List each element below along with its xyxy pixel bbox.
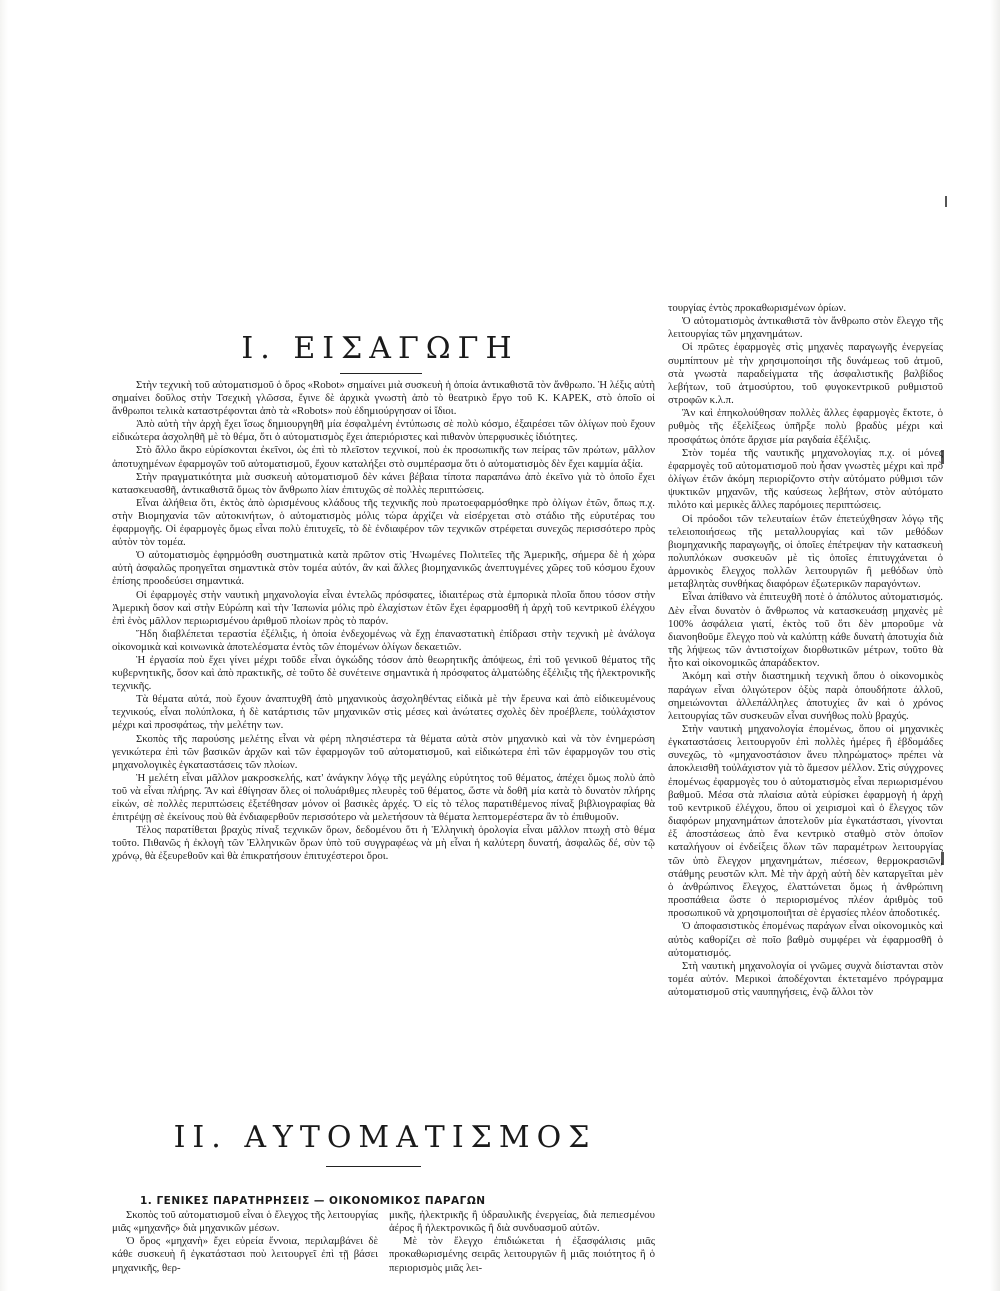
right-column-paragraph: Εἶναι ἀπίθανο νὰ ἐπιτευχθῆ ποτὲ ὁ ἀπόλυτος αὐτοματισμός. Δὲν εἶναι δυνατὸν ὁ ἄνθρωπος νὰ κατασκευάσῃ μηχανὲς μὲ 100% ἀσφάλεια γιατί, ἐκτὸς τοῦ ὅτι δὲν μποροῦμε νὰ διανοηθοῦμε ἔλεγχο ποὺ νὰ καλύπτῃ κάθε δυνατὴ ἀποτυχία διὰ τῆς λήψεως τῶν ἀντιστοίχων διορθωτικῶν μέτρων, τοῦτο θὰ ἦτο καὶ οἰκονομικῶς ἀπαράδεκτον. xyxy=(668,591,943,670)
section-1-title: I. ΕΙΣΑΓΩΓΗ xyxy=(241,331,519,366)
right-column-paragraph: Ἂν καὶ ἐπηκολούθησαν πολλὲς ἄλλες ἐφαρμογὲς ἔκτοτε, ὁ ρυθμὸς τῆς ἐξελίξεως ὑπῆρξε πολὺ βραδὺς μέχρι καὶ προσφάτως ὁπότε ἄρχισε μία ραγδαία ἐξέλιξις. xyxy=(668,407,943,446)
section-2-title: II. ΑΥΤΟΜΑΤΙΣΜΟΣ xyxy=(173,1120,597,1155)
section-1-title-rule xyxy=(340,373,422,374)
section-2-paragraph: Μὲ τὸν ἔλεγχο ἐπιδιώκεται ἡ ἐξασφάλισις μιᾶς προκαθωρισμένης σειρᾶς λειτουργιῶν ἢ μιᾶς ποιότητος ἢ ὁ περιορισμὸς μιᾶς λει- xyxy=(389,1235,655,1274)
right-column xyxy=(668,302,943,1278)
intro-paragraph: Ἡ ἐργασία ποὺ ἔχει γίνει μέχρι τοῦδε εἶναι ὀγκώδης τόσον ἀπὸ θεωρητικῆς ἀπόψεως, ἐπὶ τοῦ γενικοῦ θέματος τῆς κυβερνητικῆς, ὅσον καὶ ἀπὸ πρακτικῆς, σὲ τοῦτο δὲ συνέτεινε σημαντικὰ ἡ πρόσφατος ἁλματώδης ἐξέλιξις τῆς ἠλεκτρονικῆς τεχνικῆς. xyxy=(112,653,655,693)
subsection-1-heading: 1. ΓΕΝΙΚΕΣ ΠΑΡΑΤΗΡΗΣΕΙΣ — ΟΙΚΟΝΟΜΙΚΟΣ ΠΑΡΑΓΩΝ xyxy=(140,1195,486,1207)
right-column-paragraph: Ὁ ἀποφασιστικὸς ἐπομένως παράγων εἶναι οἰκονομικὸς καὶ αὐτὸς καθορίζει σὲ ποῖο βαθμὸ συμφέρει νὰ ἐφαρμοσθῆ ὁ αὐτοματισμός. xyxy=(668,920,943,959)
section-2-title-rule xyxy=(326,1166,421,1167)
intro-paragraph: Στὴν πραγματικότητα μιὰ συσκευὴ αὐτοματισμοῦ δὲν κάνει βέβαια τίποτα παραπάνω ἀπὸ ἐκεῖνο γιὰ τὸ ὁποῖο ἔχει κατασκευασθῆ, ἀντικαθιστᾶ ὅμως τὸν ἄνθρωπο λίαν ἐπιτυχῶς σὲ πολλὲς περιπτώσεις. xyxy=(112,470,655,496)
section-2-column-1 xyxy=(112,1209,378,1281)
right-column-paragraph: τουργίας ἐντὸς προκαθωρισμένων ὁρίων. xyxy=(668,302,847,314)
section-2-paragraph: Σκοπὸς τοῦ αὐτοματισμοῦ εἶναι ὁ ἔλεγχος τῆς λειτουργίας μιᾶς «μηχανῆς» διὰ μηχανικῶν μέσων. xyxy=(112,1209,378,1235)
intro-paragraph: Στὴν τεχνικὴ τοῦ αὐτοματισμοῦ ὁ ὅρος «Robot» σημαίνει μιὰ συσκευὴ ἡ ὁποία ἀντικαθιστᾶ τὸν ἄνθρωπο. Ἡ λέξις αὐτὴ σημαίνει δοῦλος στὴν Τσεχικὴ γλῶσσα, ἔγινε δὲ ἀρχικὰ γνωστὴ ἀπὸ τὸ θεατρικὸ ἔργο τοῦ Κ. ΚΑΡΕΚ, στὸ ὁποῖο οἱ ἄνθρωποι τελικὰ καταστρέφονται ἀπὸ τὰ «Robots» ποὺ ἐδημιούργησαν οἱ ἴδιοι. xyxy=(112,379,655,418)
section-2-column-2 xyxy=(389,1209,655,1281)
right-column-paragraph: Ἀκόμη καὶ στὴν διαστημικὴ τεχνικὴ ὅπου ὁ οἰκονομικὸς παράγων εἶναι ὀλιγώτερον ὀξὺς παρὰ ὁπουδήποτε ἀλλοῦ, σημειώνονται ἀλλεπάλληλες ἀποτυχίες ἂν καὶ ὁ χρόνος λειτουργίας τῶν συσκευῶν εἶναι συνήθως πολὺ βραχύς. xyxy=(668,670,943,722)
intro-paragraph: Εἶναι ἀλήθεια ὅτι, ἐκτὸς ἀπὸ ὡρισμένους κλάδους τῆς τεχνικῆς ποὺ πρωτοεφαρμόσθηκε πρὸ ὀλίγων ἐτῶν, ὅπως π.χ. στὴν Βιομηχανία τῶν αὐτοκινήτων, ὁ αὐτοματισμὸς μόλις τώρα ἀρχίζει νὰ εἰσέρχεται στὸ στάδιο τῆς εὐρυτέρας του ἐφαρμογῆς. Οἱ ἐφαρμογὲς ὅμως εἶναι πολὺ ἐπιτυχεῖς, τὸ δὲ ἐνδιαφέρον τῶν τεχνικῶν στρέφεται συνεχῶς περισσότερο πρὸς αὐτὸν τὸν τομέα. xyxy=(112,496,655,549)
intro-paragraph: Ὁ αὐτοματισμὸς ἐφηρμόσθη συστηματικὰ κατὰ πρῶτον στὶς Ἡνωμένες Πολιτεῖες τῆς Ἀμερικῆς, σήμερα δὲ ἡ χώρα αὐτὴ ἀσφαλῶς προηγεῖται σημαντικὰ στὸν τομέα αὐτόν, ἂν καὶ ἄλλες βιομηχανικῶς ἀνεπτυγμένες χῶρες τοῦ κόσμου ἔχουν ἐπίσης προοδεύσει σημαντικά. xyxy=(112,549,655,588)
right-column-paragraph: Οἱ πρῶτες ἐφαρμογὲς στὶς μηχανὲς παραγωγῆς ἐνεργείας συμπίπτουν μὲ τὴν χρησιμοποίησι τῆς δυνάμεως τοῦ ἀτμοῦ, στὰ γνωστὰ παραδείγματα τῆς ἀσφαλιστικῆς βαλβίδος λεβήτων, τοῦ ἀτμοσύρτου, τοῦ φυγοκεντρικοῦ ρυθμιστοῦ στροφῶν κ.λ.π. xyxy=(668,341,943,407)
right-column-paragraph: Στὸν τομέα τῆς ναυτικῆς μηχανολογίας π.χ. οἱ μόνες ἐφαρμογὲς τοῦ αὐτοματισμοῦ ποὺ ἦσαν γνωστὲς μέχρι καὶ πρὸ ὀλίγων ἐτῶν ἀκόμη περιορίζοντο στὴν αὐτόματο ρύθμισι τῶν ψυκτικῶν μηχανῶν, τῆς καύσεως λεβήτων, στὸν αὐτόματο πιλότο καὶ μερικὲς ἄλλες παρόμοιες περιπτώσεις. xyxy=(668,446,943,512)
right-column-paragraph: Οἱ πρόοδοι τῶν τελευταίων ἐτῶν ἐπετεύχθησαν λόγῳ τῆς τελειοποιήσεως τῆς μεταλλουργίας καὶ τῶν μεθόδων βιομηχανικῆς παραγωγῆς, οἱ ὁποῖες ἐπέτρεψαν τὴν κατασκευὴ πολυπλόκων συσκευῶν μὲ τὶς ὁποῖες ἐπιτυγχάνεται ὁ ἁρμονικὸς ἔλεγχος πολλῶν λειτουργιῶν ἢ μεθόδων ὑπὸ μεταβλητὰς συνθήκας διαφόρων ἐξωτερικῶν παραγόντων. xyxy=(668,512,943,591)
intro-paragraph: Σκοπὸς τῆς παρούσης μελέτης εἶναι νὰ φέρη πλησιέστερα τὰ θέματα αὐτὰ στὸν μηχανικὸ καὶ νὰ τὸν ἐνημερώση γενικώτερα ἐπὶ τῶν βασικῶν ἀρχῶν καὶ τῶν ἐφαρμογῶν τοῦ αὐτοματισμοῦ, καὶ εἰδικώτερα ἐπὶ τῶν ἐφαρμογῶν του στὶς μηχανολογικὲς ἐγκαταστάσεις τῶν πλοίων. xyxy=(112,732,655,771)
intro-paragraph: Ἡ μελέτη εἶναι μᾶλλον μακροσκελής, κατ' ἀνάγκην λόγῳ τῆς μεγάλης εὐρύτητος τοῦ θέματος, ἀπέχει ὅμως πολὺ ἀπὸ τοῦ νὰ εἶναι πλήρης. Ἂν καὶ ἐθίγησαν ὅλες οἱ πολυάριθμες πλευρὲς τοῦ θέματος, ὥστε νὰ δοθῆ μία κατὰ τὸ δυνατὸν πλήρης εἰκών, σὲ πολλὲς περιπτώσεις ἐξετέθησαν μόνον οἱ βασικὲς ἀρχές. Ὁ εἰς τὸ τέλος παρατιθέμενος πίναξ βιβλιογραφίας θὰ ἐπιτρέψῃ σὲ ἐκείνους ποὺ θὰ ἐνδιαφερθοῦν περισσότερο νὰ μελετήσουν τὰ θέματα λεπτομερέστερα ἂν τὸ ἐπιθυμοῦν. xyxy=(112,771,655,824)
intro-paragraph: Τέλος παρατίθεται βραχὺς πίναξ τεχνικῶν ὅρων, δεδομένου ὅτι ἡ Ἑλληνικὴ ὁρολογία εἶναι μᾶλλον πτωχὴ στὸ θέμα τοῦτο. Πιθανῶς ἡ ἐκλογὴ τῶν Ἑλληνικῶν ὅρων ὑπὸ τοῦ συγγραφέως νὰ μὴ εἶναι ἡ καλύτερη δυνατή, ἀσφαλῶς δέ, σὺν τῷ χρόνῳ, θὰ ἐξευρεθοῦν καὶ θὰ ἐπικρατήσουν ἐπιτυχέστεροι ὅροι. xyxy=(112,824,655,863)
right-column-paragraph: Στὴ ναυτικὴ μηχανολογία οἱ γνῶμες συχνὰ διίστανται στὸν τομέα αὐτόν. Μερικοὶ ἀποδέχονται ἐκτεταμένο πρόγραμμα αὐτοματισμοῦ στὶς ναυπηγήσεις, ἐνῷ ἄλλοι τὸν xyxy=(668,959,943,999)
intro-paragraph: Ἤδη διαβλέπεται τεραστία ἐξέλιξις, ἡ ὁποία ἐνδεχομένως νὰ ἔχῃ ἐπαναστατικὴ ἐπίδρασι στὴν τεχνικὴ μὲ ἀνάλογα οἰκονομικὰ καὶ κοινωνικὰ ἀποτελέσματα ἐντὸς τῶν ἐπομένων ὀλίγων δεκαετιῶν. xyxy=(112,627,655,653)
section-2-paragraph: μικῆς, ἠλεκτρικῆς ἢ ὑδραυλικῆς ἐνεργείας, διὰ πεπιεσμένου ἀέρος ἢ ἠλεκτρονικῶς ἢ διὰ συνδυασμοῦ αὐτῶν. xyxy=(389,1209,655,1235)
intro-paragraph: Ἀπὸ αὐτὴ τὴν ἀρχὴ ἔχει ἴσως δημιουργηθῆ μία ἐσφαλμένη ἐντύπωσις σὲ πολὺ κόσμο, ἐξαιρέσει τῶν ὀλίγων ποὺ ἔχουν εἰδικώτερα ἀσχοληθῆ μὲ τὸ θέμα, ὅτι ὁ αὐτοματισμὸς ἔχει ἀπεριόριστες καὶ πιθανὸν ὑπερφυσικὲς ἰδιότητες. xyxy=(112,418,655,444)
intro-paragraph: Τὰ θέματα αὐτά, ποὺ ἔχουν ἀναπτυχθῆ ἀπὸ μηχανικοὺς ἀσχοληθέντας εἰδικὰ μὲ τὴν ἔρευνα καὶ ἀπὸ εἰδικευμένους τεχνικούς, εἶναι πολύπλοκα, ἡ δὲ κατάρτισις τῶν μηχανικῶν στὶς μέσες καὶ ἀνώτατες σχολὲς δὲν προέβλεπε, τοὐλάχιστον μέχρι καὶ προσφάτως, τὴν μελέτην των. xyxy=(112,693,655,732)
scan-edge-mark-top xyxy=(945,196,947,207)
section-2-paragraph: Ὁ ὅρος «μηχανὴ» ἔχει εὐρεία ἔννοια, περιλαμβάνει δὲ κάθε συσκευὴ ἢ ἐγκατάστασι ποὺ λειτουργεῖ ἐπὶ τῇ βάσει μηχανικῆς, θερ- xyxy=(112,1235,378,1274)
section-1-body xyxy=(112,379,655,1099)
right-column-paragraph: Στὴν ναυτικὴ μηχανολογία ἐπομένως, ὅπου οἱ μηχανικὲς ἐγκαταστάσεις λειτουργοῦν ἐπὶ πολλὲς ἡμέρες ἢ ἑβδομάδες συνεχῶς, τὸ «μηχανοστάσιον ἄνευ πληρώματος» πρέπει νὰ ἀποκλεισθῆ τοὐλάχιστον γιὰ τὸ ἄμεσον μέλλον. Στὶς σύγχρονες ἐπομένως ἐφαρμογὲς του ὁ αὐτοματισμὸς εἶναι περιωρισμένου βαθμοῦ. Μέσα στὰ πλαίσια αὐτὰ εὑρίσκει ἐφαρμογὴ ἡ ἀρχὴ τοῦ κεντρικοῦ ἐλέγχου, ὅπου οἱ χειρισμοὶ καὶ ὁ ἔλεγχος τῶν διαφόρων μηχανημάτων ἀποτελοῦν μία ἐγκατάστασι, γίνονται ἐξ ἀποστάσεως ἀπὸ ἕνα κεντρικὸ σταθμὸ στὸν ὁποῖον καταλήγουν οἱ ἐνδείξεις ὅλων τῶν παραμέτρων λειτουργίας τῶν ὑπὸ ἔλεγχον μηχανημάτων, πιέσεων, θερμοκρασιῶν, στάθμης ρευστῶν κλπ. Μὲ τὴν ἀρχὴ αὐτὴ δὲν καταργεῖται μὲν ὁ ἀνθρώπινος ἔλεγχος, ἐλαττώνεται ὅμως ἡ ἀνθρώπινη προσπάθεια ὥστε ὁ περιορισμένος πλέον ἀριθμὸς τοῦ προσωπικοῦ νὰ χρησιμοποιῆται σὲ ἐργασίες πλέον ἀποδοτικές. xyxy=(668,723,943,920)
intro-paragraph: Οἱ ἐφαρμογὲς στὴν ναυτικὴ μηχανολογία εἶναι ἐντελῶς πρόσφατες, ἰδιαιτέρως στὰ ἐμπορικὰ πλοῖα ὅπου τόσον στὴν Ἀμερικὴ ὅσον καὶ στὴν Εὐρώπη καὶ τὴν Ἰαπωνία μόλις πρὸ ἐλαχίστων ἐτῶν ἔχει ἐφαρμοσθῆ ἡ ἀρχὴ τοῦ κεντρικοῦ ἐλέγχου ἐπὶ ἑνὸς μᾶλλον περιωρισμένου ἀριθμοῦ πλοίων πρὸς τὸ παρόν. xyxy=(112,588,655,627)
right-column-paragraph: Ὁ αὐτοματισμὸς ἀντικαθιστᾶ τὸν ἄνθρωπο στὸν ἔλεγχο τῆς λειτουργίας τῶν μηχανημάτων. xyxy=(668,315,943,341)
intro-paragraph: Στὸ ἄλλο ἄκρο εὑρίσκονται ἐκεῖνοι, ὡς ἐπὶ τὸ πλεῖστον τεχνικοί, ποὺ ἐκ προσωπικῆς των πείρας τῶν πρώτων, μᾶλλον ἀποτυχημένων ἐφαρμογῶν τοῦ αὐτοματισμοῦ, ἔχουν καταλήξει στὸ συμπέρασμα ὅτι ὁ αὐτοματισμὸς δὲν ἔχει καμμία ἀξία. xyxy=(112,444,655,470)
